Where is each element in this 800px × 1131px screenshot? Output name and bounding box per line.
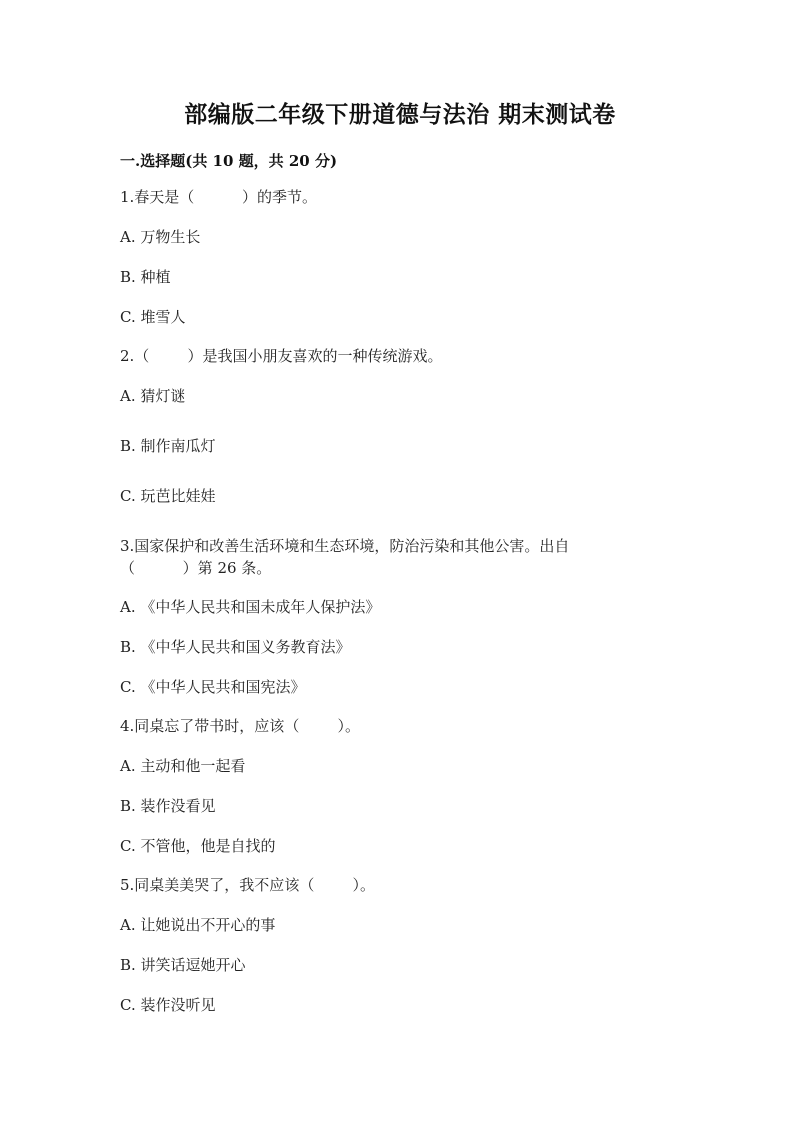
question-1-option-a[interactable]: A. 万物生长 [120,228,201,246]
question-4-stem: 4.同桌忘了带书时，应该（ ）。 [120,717,360,735]
question-1-stem: 1.春天是（ ）的季节。 [120,188,317,206]
question-3-stem-continued: （ ）第 26 条。 [120,559,272,577]
question-2-option-b[interactable]: B. 制作南瓜灯 [120,437,216,455]
question-4-option-c[interactable]: C. 不管他，他是自找的 [120,837,276,855]
question-2-option-a[interactable]: A. 猜灯谜 [120,387,186,405]
question-3-stem: 3.国家保护和改善生活环境和生态环境，防治污染和其他公害。出自 [120,537,570,555]
question-3-option-a[interactable]: A. 《中华人民共和国未成年人保护法》 [120,598,381,616]
question-1-option-c[interactable]: C. 堆雪人 [120,308,186,326]
page-title: 部编版二年级下册道德与法治 期末测试卷 [184,101,616,128]
section-heading: 一.选择题(共 10 题，共 20 分) [120,152,338,170]
question-4-option-a[interactable]: A. 主动和他一起看 [120,757,246,775]
question-5-option-a[interactable]: A. 让她说出不开心的事 [120,916,276,934]
question-1-option-b[interactable]: B. 种植 [120,268,171,286]
question-5-option-c[interactable]: C. 装作没听见 [120,996,216,1014]
question-5-option-b[interactable]: B. 讲笑话逗她开心 [120,956,246,974]
question-4-option-b[interactable]: B. 装作没看见 [120,797,216,815]
question-2-stem: 2.（ ）是我国小朋友喜欢的一种传统游戏。 [120,347,443,365]
question-5-stem: 5.同桌美美哭了，我不应该（ ）。 [120,876,375,894]
question-3-option-b[interactable]: B. 《中华人民共和国义务教育法》 [120,638,351,656]
question-3-option-c[interactable]: C. 《中华人民共和国宪法》 [120,678,306,696]
question-2-option-c[interactable]: C. 玩芭比娃娃 [120,487,216,505]
